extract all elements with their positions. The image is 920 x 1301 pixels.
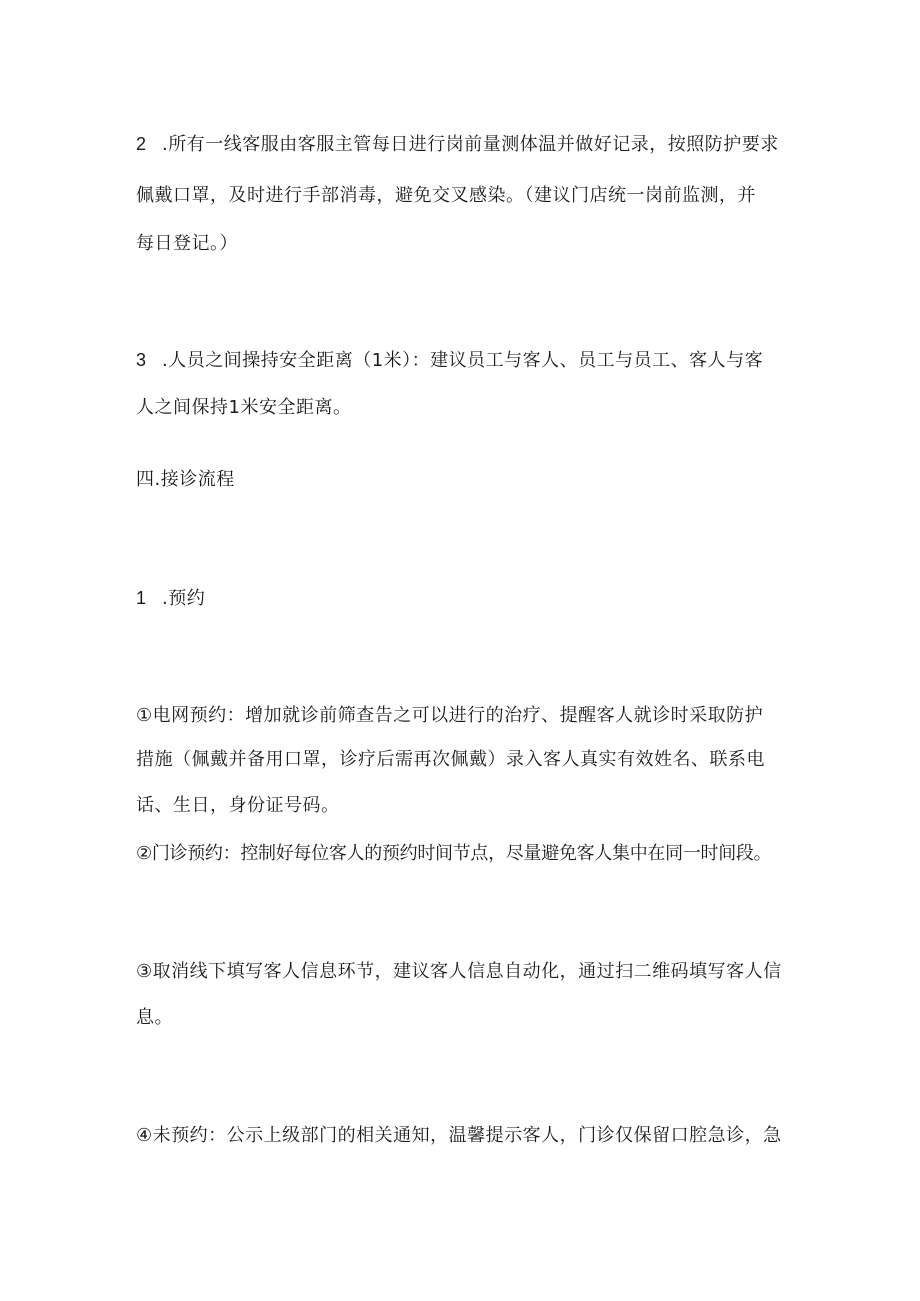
clinic-booking-line: ②门诊预约：控制好每位客人的预约时间节点，尽量避免客人集中在同一时间段。 [136, 843, 772, 864]
item2-text-1: .所有一线客服由客服主管每日进行岗前量测体温并做好记录，按照防护要求 [162, 134, 779, 155]
item2-line-1 [136, 132, 779, 157]
item3-line-2: 人之间保持1米安全距离。 [136, 397, 352, 418]
item2-line-2: 佩戴口罩，及时进行手部消毒，避免交叉感染。（建议门店统一岗前监测，并 [136, 185, 756, 206]
phone-booking-line-3: 话、生日，身份证号码。 [136, 795, 340, 816]
section-heading: 四.接诊流程 [136, 469, 235, 490]
unbooked-line-1: ④未预约：公示上级部门的相关通知，温馨提示客人，门诊仅保留口腔急诊，急 [136, 1125, 782, 1146]
item3-text-1: .人员之间操持安全距离（1米）：建议员工与客人、员工与员工、客人与客 [162, 350, 764, 371]
item3-line-1 [136, 348, 763, 373]
offline-info-line-1: ③取消线下填写客人信息环节，建议客人信息自动化，通过扫二维码填写客人信 [136, 961, 782, 982]
item3-number: 3 [136, 350, 147, 370]
phone-booking-line-2: 措施（佩戴并备用口罩，诊疗后需再次佩戴）录入客人真实有效姓名、联系电 [136, 749, 765, 770]
item2-number: 2 [136, 134, 147, 154]
item2-line-3: 每日登记。） [136, 233, 238, 254]
offline-info-line-2: 息。 [136, 1007, 173, 1028]
subsection-heading [136, 586, 205, 611]
phone-booking-line-1: ①电网预约：增加就诊前筛查告之可以进行的治疗、提醒客人就诊时采取防护 [136, 705, 764, 726]
sub1-text: .预约 [162, 588, 206, 609]
sub1-number: 1 [136, 588, 147, 608]
